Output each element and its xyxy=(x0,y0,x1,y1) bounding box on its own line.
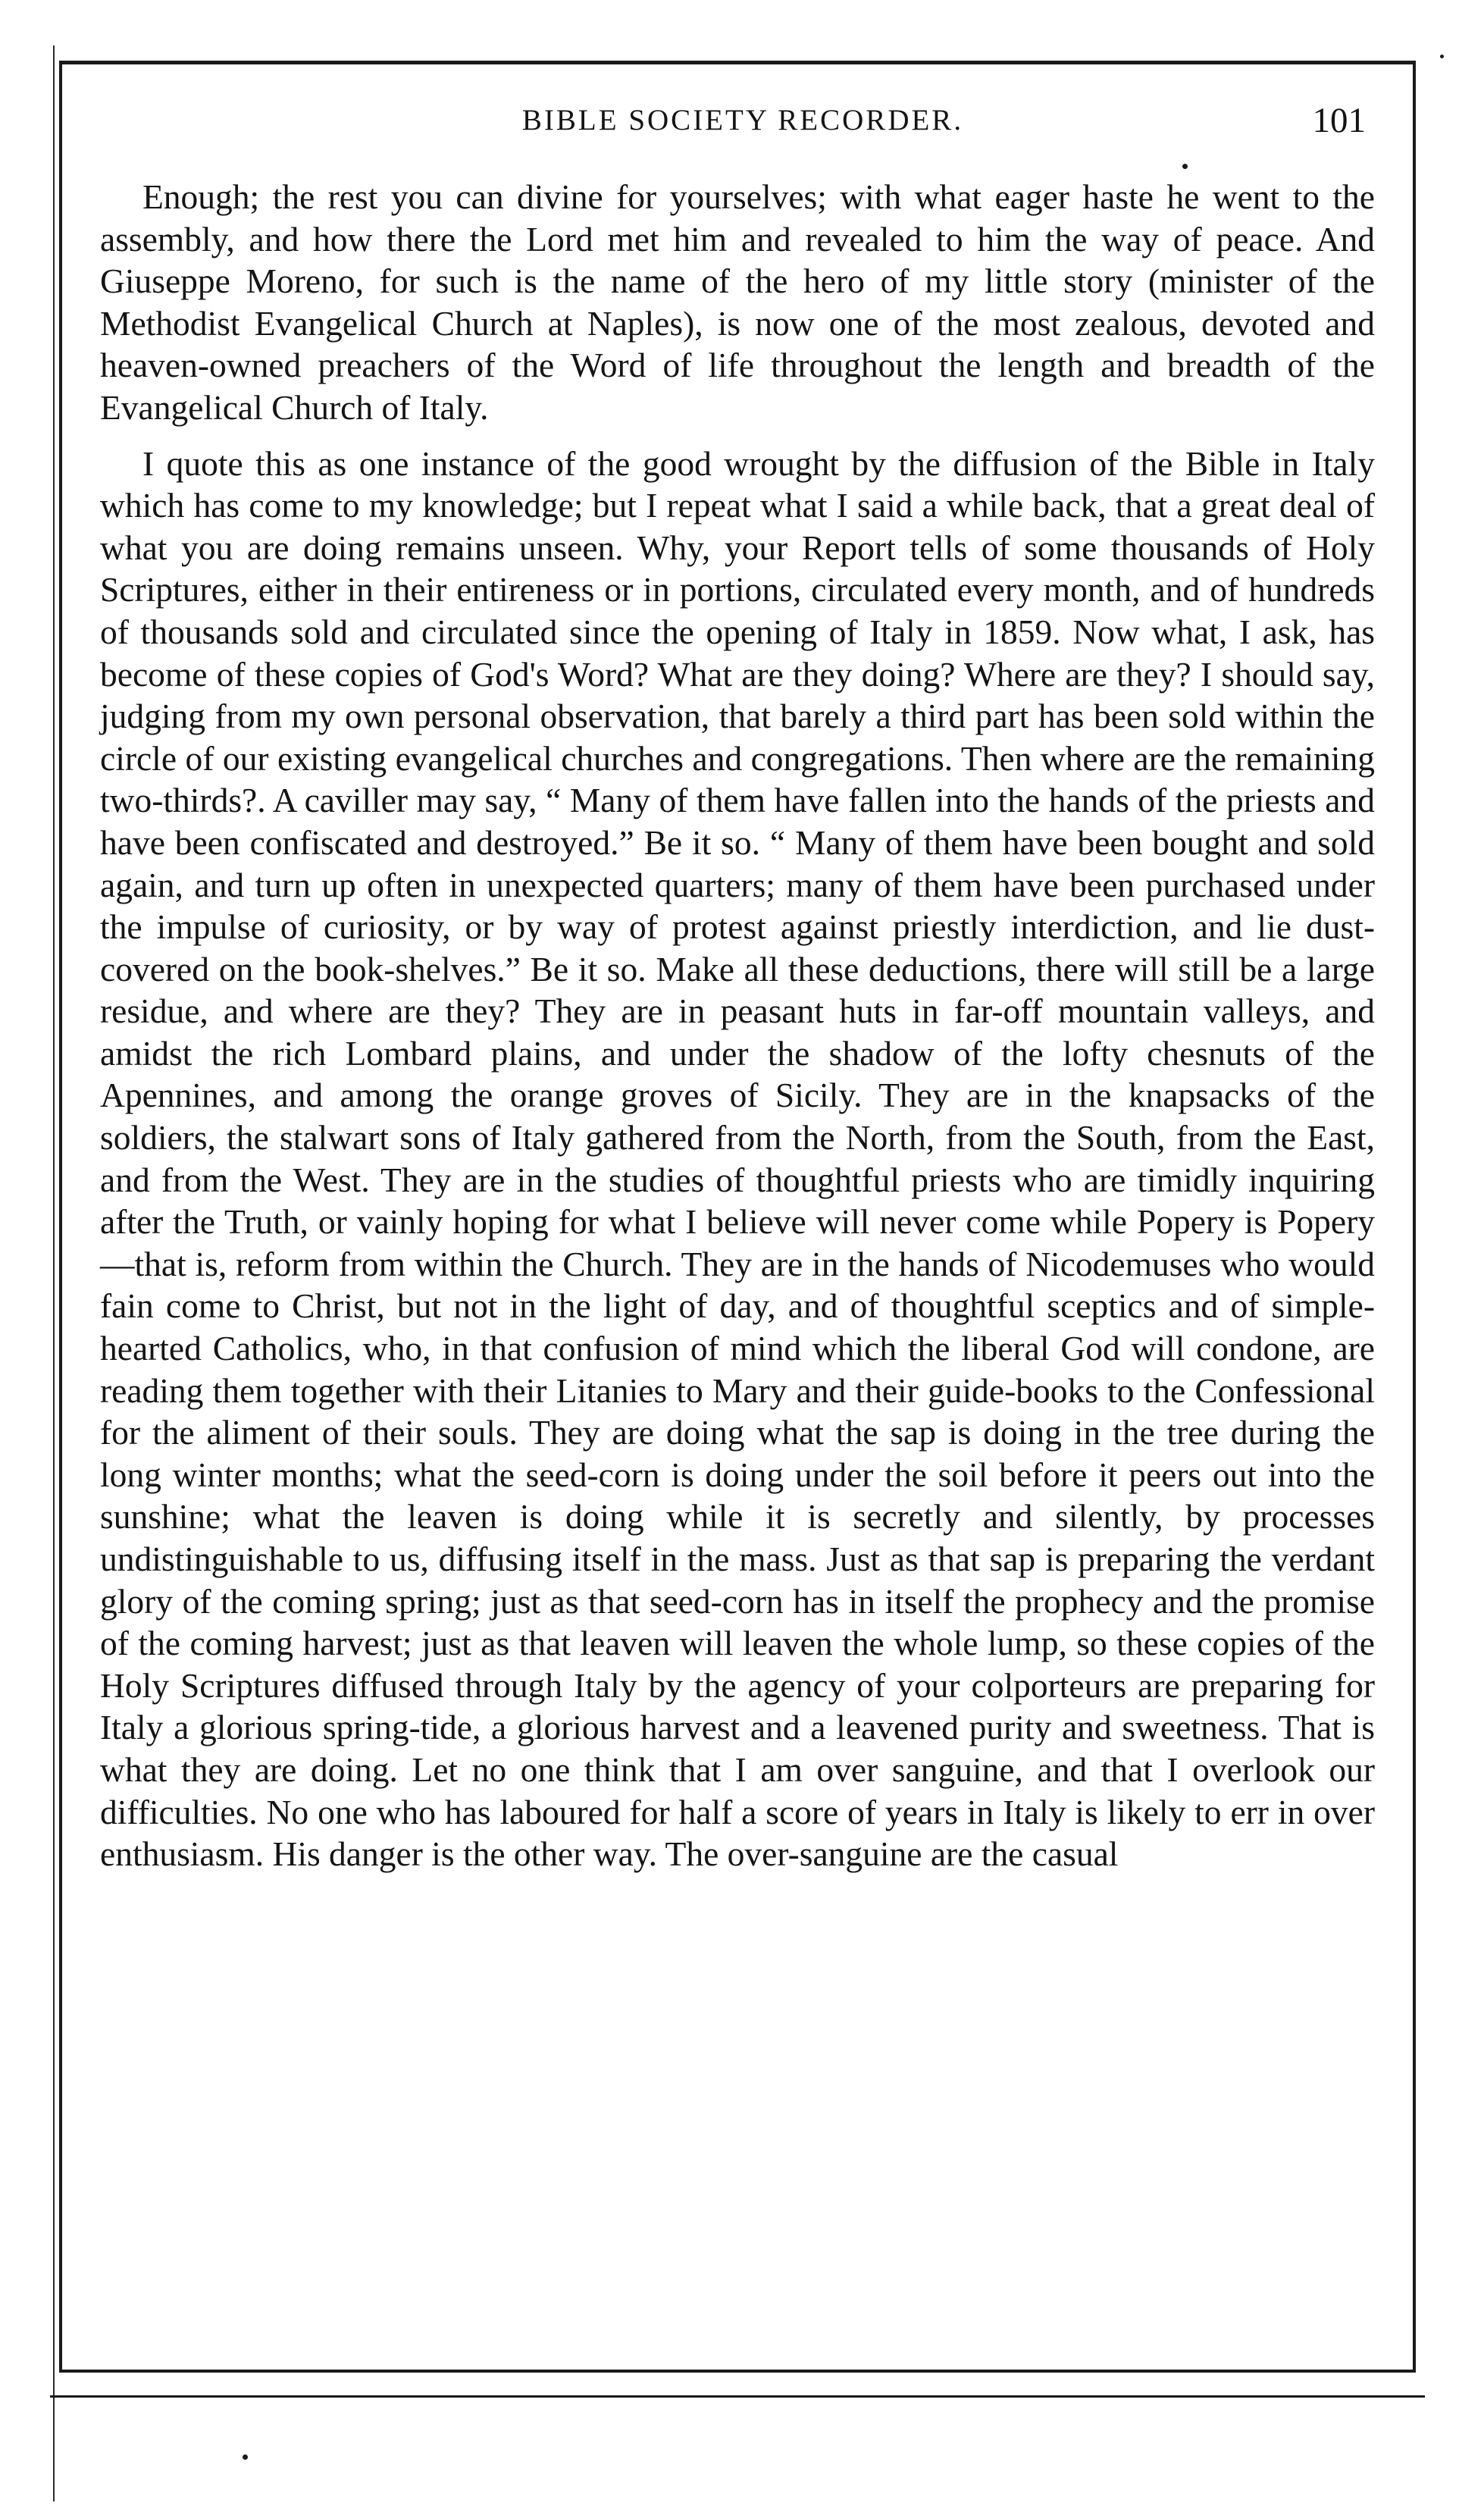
ink-speck xyxy=(243,2454,248,2460)
paragraph: I quote this as one instance of the good wrought by the diffusion of the Bible in Italy which has come to my knowledge; but I repeat what I said a while back, that a great deal of what you are doing remains unseen. Why, your Report tells of some thousands of Holy Scriptures, either in their entireness or in portions, circulated every month, and of hundreds of thousands sold and circulated since the opening of Italy in 1859. Now what, I ask, has become of these copies of God's Word? What are they doing? Where are they? I should say, judging from my own personal observation, that barely a third part has been sold within the circle of our existing evangelical churches and congregations. Then where are the remaining two-thirds?. A caviller may say, “ Many of them have fallen into the hands of the priests and have been confiscated and destroyed.” Be it so. “ Many of them have been bought and sold again, and turn up often in unexpected quarters; many of them have been purchased under the impulse of curiosity, or by way of protest against priestly interdiction, and lie dust-covered on the book-shelves.” Be it so. Make all these deductions, there will still be a large residue, and where are they? They are in peasant huts in far-off mountain valleys, and amidst the rich Lombard plains, and under the shadow of the lofty chesnuts of the Apennines, and among the orange groves of Sicily. They are in the knapsacks of the soldiers, the stalwart sons of Italy gathered from the North, from the South, from the East, and from the West. They are in the studies of thoughtful priests who are timidly inquiring after the Truth, or vainly hoping for what I believe will never come while Popery is Popery—that is, reform from within the Church. They are in the hands of Nicodemuses who would fain come to Christ, but not in the light of day, and of thoughtful sceptics and of simple-hearted Catholics, who, in that confusion of mind which the liberal God will condone, are reading them together with their Litanies to Mary and their guide-books to the Confessional for the aliment of their souls. They are doing what the sap is doing in the tree during the long winter months; what the seed-corn is doing under the soil before it peers out into the sunshine; what the leaven is doing while it is secretly and silently, by processes undistinguishable to us, diffusing itself in the mass. Just as that sap is preparing the verdant glory of the coming spring; just as that seed-corn has in itself the prophecy and the promise of the coming harvest; just as that leaven will leaven the whole lump, so these copies of the Holy Scriptures diffused through Italy by the agency of your colporteurs are preparing for Italy a glorious spring-tide, a glorious harvest and a leavened purity and sweetness. That is what they are doing. Let no one think that I am over sanguine, and that I overlook our difficulties. No one who has laboured for half a score of years in Italy is likely to err in over enthusiasm. His danger is the other way. The over-sanguine are the casual xyxy=(100,443,1375,1874)
article-body xyxy=(100,176,1375,1875)
paragraph: Enough; the rest you can divine for yourselves; with what eager haste he went to the assembly, and how there the Lord met him and revealed to him the way of peace. And Giuseppe Moreno, for such is the name of the hero of my little story (minister of the Methodist Evangelical Church at Naples), is now one of the most zealous, devoted and heaven-owned preachers of the Word of life throughout the length and breadth of the Evangelical Church of Italy. xyxy=(100,177,1375,427)
ink-speck xyxy=(1440,55,1444,58)
running-header xyxy=(106,94,1379,147)
ink-speck xyxy=(1182,164,1188,169)
margin-rule xyxy=(53,45,55,2501)
bottom-rule xyxy=(50,2395,1425,2398)
page-number: 101 xyxy=(1312,101,1366,140)
running-title: BIBLE SOCIETY RECORDER. xyxy=(521,104,964,136)
